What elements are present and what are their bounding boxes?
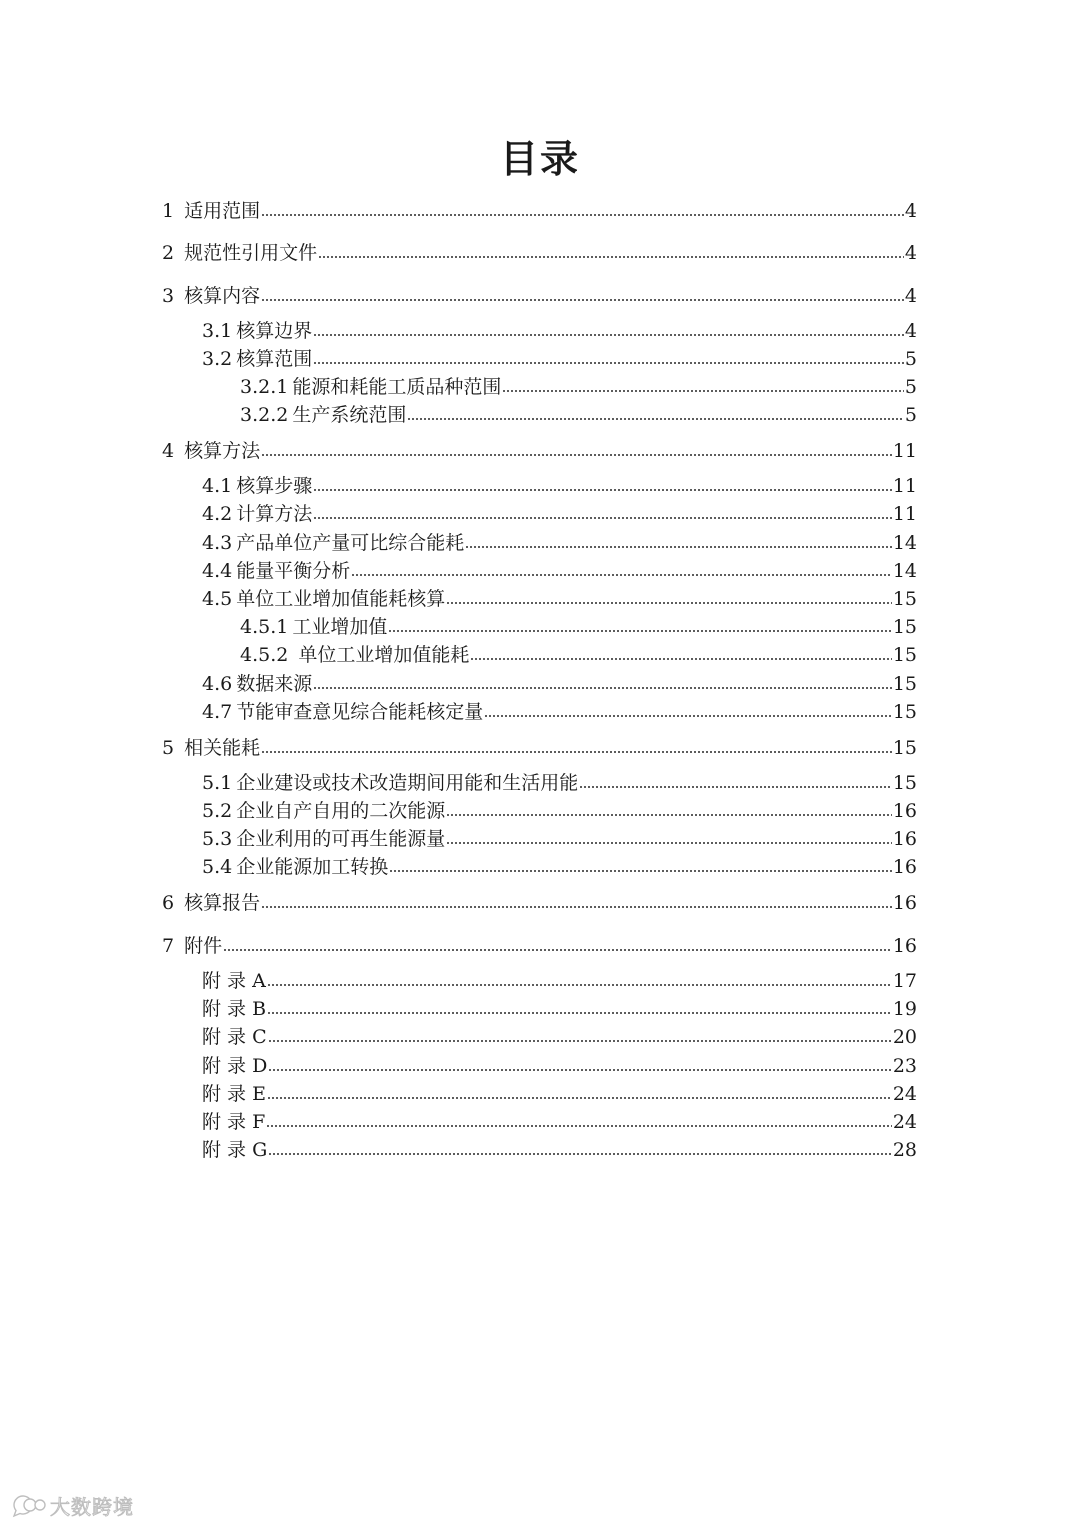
toc-entry-text: 生产系统范围 (292, 404, 407, 426)
toc-entry[interactable] (202, 697, 917, 725)
toc-entry-page: 16 (892, 828, 917, 850)
toc-entry-number: 3 (162, 285, 175, 307)
dot-leader (267, 1009, 892, 1015)
dot-leader (484, 712, 892, 718)
toc-entry[interactable] (162, 436, 917, 464)
toc-entry[interactable] (202, 966, 917, 994)
toc-entry-number: 5 (162, 737, 175, 759)
toc-entry-text: 附 录 A (202, 970, 266, 992)
toc-entry-number: 3.2.1 (240, 376, 289, 398)
toc-entry-text: 核算内容 (184, 285, 261, 307)
toc-entry-label (202, 699, 484, 725)
dot-leader (502, 387, 904, 393)
toc-entry-label (202, 346, 313, 372)
toc-entry-number: 4.1 (202, 475, 233, 497)
toc-entry-label (202, 1081, 267, 1107)
toc-entry[interactable] (202, 1051, 917, 1079)
toc-entry-page: 4 (904, 285, 917, 307)
dot-leader (268, 1066, 891, 1072)
toc-entry[interactable] (202, 1135, 917, 1163)
toc-entry[interactable] (202, 796, 917, 824)
toc-entry-label (240, 374, 502, 400)
toc-entry-number: 4.4 (202, 560, 233, 582)
toc-entry-label (202, 501, 313, 527)
toc-entry[interactable] (202, 344, 917, 372)
toc-entry-text: 企业自产自用的二次能源 (236, 800, 446, 822)
toc-entry[interactable] (202, 994, 917, 1022)
toc-entry-text: 附 录 D (202, 1055, 268, 1077)
dot-leader (266, 1122, 892, 1128)
toc-entry[interactable] (162, 931, 917, 959)
toc-entry-text: 附 录 C (202, 1026, 267, 1048)
toc-entry-text: 核算范围 (236, 348, 313, 370)
toc-entry-number: 1 (162, 200, 175, 222)
dot-leader (579, 783, 892, 789)
toc-entry[interactable] (162, 238, 917, 266)
toc-entry-number: 3.1 (202, 320, 233, 342)
toc-entry-number: 5.1 (202, 772, 233, 794)
toc-entry-text: 能源和耗能工质品种范围 (292, 376, 502, 398)
toc-entry-text: 相关能耗 (184, 737, 261, 759)
toc-entry-label (202, 1109, 266, 1135)
toc-entry-label (162, 438, 261, 464)
toc-entry-text: 核算边界 (236, 320, 313, 342)
toc-entry-text: 数据来源 (236, 673, 313, 695)
toc-entry-page: 11 (892, 475, 917, 497)
toc-entry-label (162, 240, 318, 266)
watermark (10, 1490, 134, 1520)
toc-entry-page: 24 (892, 1111, 917, 1133)
toc-entry[interactable] (202, 528, 917, 556)
toc-entry-text: 附 录 G (202, 1139, 268, 1161)
toc-entry[interactable] (240, 372, 917, 400)
toc-entry-page: 4 (904, 200, 917, 222)
toc-entry-label (202, 826, 446, 852)
dot-leader (446, 811, 892, 817)
toc-entry-page: 16 (892, 800, 917, 822)
toc-entry[interactable] (202, 768, 917, 796)
toc-entry[interactable] (202, 584, 917, 612)
toc-entry-label (240, 642, 470, 668)
toc-entry-text: 附 录 B (202, 998, 267, 1020)
toc-entry[interactable] (162, 281, 917, 309)
toc-entry-label (162, 283, 261, 309)
toc-entry-text: 核算步骤 (236, 475, 313, 497)
toc-entry-number: 4.5 (202, 588, 233, 610)
toc-entry[interactable] (240, 640, 917, 668)
toc-entry-label (202, 1137, 268, 1163)
dot-leader (267, 981, 892, 987)
toc-entry[interactable] (202, 1079, 917, 1107)
toc-entry-text: 单位工业增加值能耗核算 (236, 588, 446, 610)
dot-leader (407, 415, 904, 421)
toc-entry-text: 能量平衡分析 (236, 560, 351, 582)
toc-entry-page: 5 (904, 404, 917, 426)
toc-entry-text: 计算方法 (236, 503, 313, 525)
toc-entry-label (202, 1024, 268, 1050)
toc-entry-label (202, 671, 313, 697)
toc-entry-number: 4.7 (202, 701, 233, 723)
dot-leader (268, 1037, 892, 1043)
toc-entry-label (162, 198, 261, 224)
toc-entry-text: 适用范围 (184, 200, 261, 222)
dot-leader (313, 684, 892, 690)
toc-entry-text: 工业增加值 (292, 616, 388, 638)
toc-entry-page: 4 (904, 320, 917, 342)
toc-entry[interactable] (162, 733, 917, 761)
toc-entry-number: 5.4 (202, 856, 233, 878)
toc-entry-page: 15 (892, 644, 917, 666)
toc-entry-label (202, 558, 351, 584)
toc-entry-text: 核算报告 (184, 892, 261, 914)
dot-leader (388, 627, 891, 633)
toc-entry-number: 3.2.2 (240, 404, 289, 426)
toc-entry[interactable] (202, 669, 917, 697)
toc-entry[interactable] (202, 1022, 917, 1050)
toc-entry-page: 17 (892, 970, 917, 992)
toc-entry-number: 6 (162, 892, 175, 914)
toc-entry-label (202, 586, 446, 612)
toc-entry-page: 28 (892, 1139, 917, 1161)
toc-entry-page: 16 (892, 856, 917, 878)
toc-entry-text: 附 录 F (202, 1111, 266, 1133)
toc-entry-page: 14 (892, 532, 917, 554)
dot-leader (389, 867, 892, 873)
dot-leader (261, 451, 892, 457)
toc-entry-text: 产品单位产量可比综合能耗 (236, 532, 465, 554)
toc-entry-number: 4.6 (202, 673, 233, 695)
toc-entry-label (202, 1053, 268, 1079)
dot-leader (313, 331, 904, 337)
toc-entry-label (162, 933, 223, 959)
dot-leader (318, 253, 904, 259)
toc-entry-page: 20 (892, 1026, 917, 1048)
toc-entry-number: 4 (162, 440, 175, 462)
dot-leader (446, 599, 892, 605)
dot-leader (465, 543, 892, 549)
dot-leader (470, 655, 891, 661)
toc-entry[interactable] (202, 824, 917, 852)
dot-leader (313, 514, 892, 520)
toc-entry-page: 11 (892, 440, 917, 462)
toc-entry-number: 4.3 (202, 532, 233, 554)
dot-leader (268, 1150, 892, 1156)
toc-entry-label (202, 854, 389, 880)
toc-entry-text: 核算方法 (184, 440, 261, 462)
toc-entry-label (162, 890, 261, 916)
toc-entry-page: 4 (904, 242, 917, 264)
toc-entry-page: 15 (892, 616, 917, 638)
toc-entry-number: 3.2 (202, 348, 233, 370)
toc-entry-page: 14 (892, 560, 917, 582)
toc-entry-number: 4.2 (202, 503, 233, 525)
toc-entry-page: 5 (904, 376, 917, 398)
toc-entry[interactable] (202, 499, 917, 527)
chat-bubble-logo-icon (10, 1492, 46, 1518)
toc-entry-page: 15 (892, 737, 917, 759)
dot-leader (313, 486, 892, 492)
toc-entry-text: 附 录 E (202, 1083, 266, 1105)
toc-entry-label (202, 968, 267, 994)
dot-leader (446, 839, 892, 845)
toc-entry-label (240, 402, 407, 428)
toc-entry[interactable] (202, 1107, 917, 1135)
toc-entry[interactable] (240, 612, 917, 640)
watermark-text: 大数跨境 (50, 1494, 134, 1519)
toc-entry[interactable] (162, 196, 917, 224)
dot-leader (261, 296, 904, 302)
toc-entry-page: 5 (904, 348, 917, 370)
toc-entry[interactable] (202, 852, 917, 880)
toc-entry-label (202, 798, 446, 824)
toc-entry-page: 15 (892, 673, 917, 695)
toc-entry-page: 15 (892, 588, 917, 610)
dot-leader (313, 359, 904, 365)
toc-entry-number: 4.5.1 (240, 616, 289, 638)
toc-entry-text: 单位工业增加值能耗 (292, 644, 470, 666)
toc-entry-number: 7 (162, 935, 175, 957)
toc-entry-label (162, 735, 261, 761)
toc-entry-label (202, 770, 579, 796)
dot-leader (223, 946, 892, 952)
toc-entry-page: 15 (892, 772, 917, 794)
toc-entry-text: 企业利用的可再生能源量 (236, 828, 446, 850)
toc-entry-page: 23 (892, 1055, 917, 1077)
toc-entry-page: 24 (892, 1083, 917, 1105)
toc-entry-label (240, 614, 388, 640)
toc-entry-label (202, 530, 465, 556)
dot-leader (261, 903, 892, 909)
dot-leader (261, 211, 904, 217)
toc-entry-text: 附件 (184, 935, 223, 957)
toc-entry-text: 企业能源加工转换 (236, 856, 389, 878)
toc-entry-page: 15 (892, 701, 917, 723)
toc-entry-label (202, 318, 313, 344)
toc-entry-label (202, 473, 313, 499)
page-title: 目录 (499, 137, 580, 181)
toc-entry-page: 16 (892, 935, 917, 957)
toc-entry-page: 11 (892, 503, 917, 525)
dot-leader (261, 748, 892, 754)
toc-entry[interactable] (240, 400, 917, 428)
toc-entry[interactable] (202, 556, 917, 584)
toc-entry-number: 5.2 (202, 800, 233, 822)
toc-entry-number: 2 (162, 242, 175, 264)
toc-entry[interactable] (202, 471, 917, 499)
toc-entry-text: 企业建设或技术改造期间用能和生活用能 (236, 772, 579, 794)
dot-leader (351, 571, 892, 577)
dot-leader (267, 1094, 892, 1100)
toc-entry-text: 节能审查意见综合能耗核定量 (236, 701, 484, 723)
toc-entry-page: 19 (892, 998, 917, 1020)
toc-entry-text: 规范性引用文件 (184, 242, 318, 264)
toc-entry-page: 16 (892, 892, 917, 914)
toc-entry[interactable] (162, 888, 917, 916)
toc-entry-number: 4.5.2 (240, 644, 289, 666)
toc-entry-label (202, 996, 267, 1022)
toc-entry[interactable] (202, 316, 917, 344)
toc-entry-number: 5.3 (202, 828, 233, 850)
